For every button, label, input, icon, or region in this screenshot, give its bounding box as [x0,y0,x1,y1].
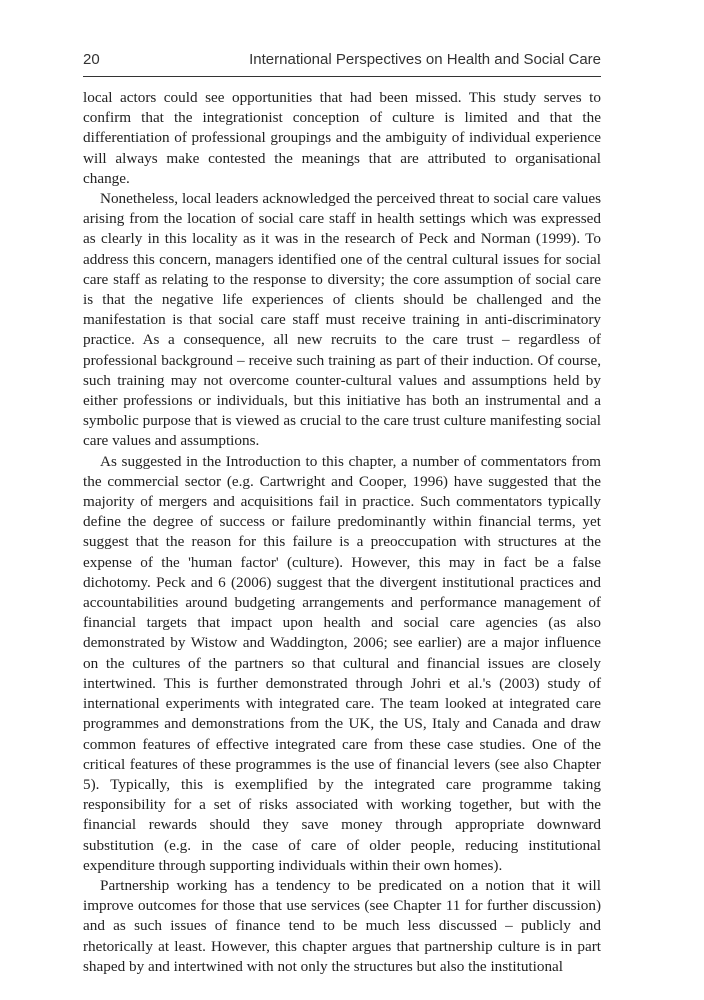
page-number: 20 [83,51,100,68]
header-rule [83,76,601,77]
running-head [83,51,601,68]
body-text [83,88,601,977]
paragraph: Partnership working has a tendency to be predicated on a notion that it will improve outcomes for those that use services (see Chapter 11 for further discussion) and as such issues of finance tend to be much less discussed – publicly and rhetorically at least. However, this chapter argues that partnership culture is in part shaped by and intertwined with not only the structures but also the institutional [83,876,601,975]
paragraph: As suggested in the Introduction to this chapter, a number of commentators from the commercial sector (e.g. Cartwright and Cooper, 1996) have suggested that the majority of mergers and acquisitions fail in practice. Such commentators typically define the degree of success or failure predominantly within financial terms, yet suggest that the reason for this failure is a preoccupation with structures at the expense of the 'human factor' (culture). However, this may in fact be a false dichotomy. Peck and 6 (2006) suggest that the divergent institutional practices and accountabilities around budgeting arrangements and performance management of financial targets that impact upon health and social care agencies (as also demonstrated by Wistow and Waddington, 2006; see earlier) are a major influence on the cultures of the partners so that cultural and financial issues are closely intertwined. This is further demonstrated through Johri et al.'s (2003) study of international experiments with integrated care. The team looked at integrated care programmes and demonstrations from the UK, the US, Italy and Canada and draw common features of effective integrated care from these case studies. One of the critical features of these programmes is the use of financial levers (see also Chapter 5). Typically, this is exemplified by the integrated care programme taking responsibility for a set of risks associated with working together, but with the financial rewards should they save money through appropriate downward substitution (e.g. in the case of care of older people, reducing institutional expenditure through supporting individuals within their own homes). [83,452,601,874]
paragraph: local actors could see opportunities that had been missed. This study serves to confirm that the integrationist conception of culture is limited and that the differentiation of professional groupings and the ambiguity of individual experience will always make contested the meanings that are attributed to organisational change. [83,89,601,187]
paragraph: Nonetheless, local leaders acknowledged the perceived threat to social care values arising from the location of social care staff in health settings which was expressed as clearly in this locality as it was in the research of Peck and Norman (1999). To address this concern, managers identified one of the central cultural issues for social care staff as relating to the response to diversity; the core assumption of social care is that the negative life experiences of clients should be challenged and the manifestation is that social care staff must receive training in anti-discriminatory practice. As a consequence, all new recruits to the care trust – regardless of professional background – receive such training as part of their induction. Of course, such training may not overcome counter-cultural values and assumptions held by either professions or individuals, but this initiative has both an instrumental and a symbolic purpose that is viewed as crucial to the care trust culture manifesting social care values and assumptions. [83,190,601,450]
running-title: International Perspectives on Health and Social Care [249,51,601,68]
